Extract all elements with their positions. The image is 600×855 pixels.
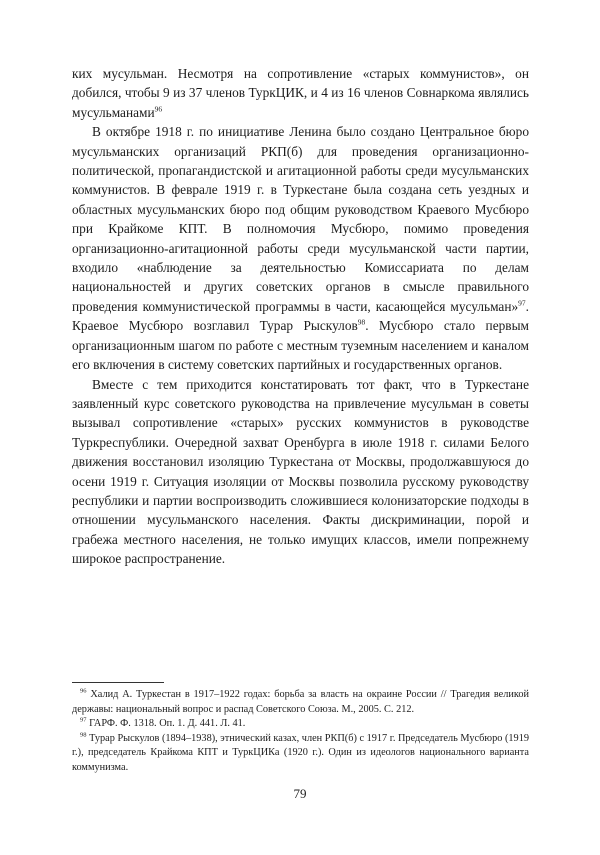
paragraph-2-text-c: . Мусбюро стало первым организационным шагом по работе с местным туземным населением и каналом его включения в систему советских партийных и государственных органов.: [72, 318, 529, 373]
footnote-97: [72, 717, 529, 732]
footnotes: [72, 688, 529, 776]
footnote-ref-96: 96: [154, 104, 163, 114]
paragraph-2-text-b: . Краевое Мусбюро возглавил Турар Рыскулов: [72, 298, 529, 334]
footnote-ref-97: 97: [518, 298, 526, 308]
paragraph-1-text: ких мусульман. Несмотря на сопротивление «старых коммунистов», он добился, чтобы 9 из 37 членов ТуркЦИК, и 4 из 16 членов Совнаркома являлись мусульманами: [72, 66, 529, 120]
footnote-number: 97: [80, 716, 87, 724]
footnote-text: Турар Рыскулов (1894–1938), этнический казах, член РКП(б) с 1917 г. Председатель Мусбюро (1919 г.), председатель Крайкома КПТ и ТуркЦИКа (1920 г.). Один из идеологов национального варианта коммунизма.: [72, 732, 529, 773]
footnote-text: Халид А. Туркестан в 1917–1922 годах: борьба за власть на окраине России // Трагедия великой державы: национальный вопрос и распад Советского Союза. М., 2005. С. 212.: [72, 689, 529, 715]
page-body: [72, 64, 529, 569]
paragraph-3-text: Вместе с тем приходится констатировать тот факт, что в Туркестане заявленный курс советского руководства на привлечение мусульман в советы вызывал сопротивление «старых» русских коммунистов в руководстве Туркреспублики. Очередной захват Оренбурга в июле 1918 г. силами Белого движения восстановил изоляцию Туркестана от Москвы, продолжавшуюся до осени 1919 г. Ситуация изоляции от Москвы позволила русскому руководству республики и партии воспроизводить сложившиеся колонизаторские подходы в отношении мусульманского населения. Факты дискриминации, порой и грабежа местного населения, не только имущих классов, имели попрежнему широкое распространение.: [72, 376, 529, 567]
footnote-ref-98: 98: [357, 317, 366, 327]
footnote-98: [72, 732, 529, 776]
footnote-number: 98: [80, 731, 87, 739]
footnote-number: 96: [80, 687, 87, 695]
paragraph-3: [72, 375, 529, 569]
paragraph-2-text-a: В октябре 1918 г. по инициативе Ленина было создано Центральное бюро мусульманских организаций РКП(б) для проведения организационно-политической, пропагандистской и агитационной работы среди мусульманских коммунистов. В феврале 1919 г. в Туркестане была создана сеть уездных и областных мусульманских бюро под общим руководством Краевого Мусбюро при Крайкоме КПТ. В полномочия Мусбюро, помимо проведения организационно-агитационной работы среди мусульманской части партии, входило «наблюдение за деятельностью Комиссариата по делам национальностей и других советских органов в смысле правильного проведения коммунистической программы в части, касающейся мусульман»: [72, 124, 529, 314]
footnote-96: [72, 688, 529, 717]
footnote-text: ГАРФ. Ф. 1318. Оп. 1. Д. 441. Л. 41.: [86, 718, 246, 730]
paragraph-1: [72, 64, 529, 122]
page-number: 79: [293, 786, 307, 801]
paragraph-2: [72, 122, 529, 374]
footnote-separator: [72, 682, 164, 683]
